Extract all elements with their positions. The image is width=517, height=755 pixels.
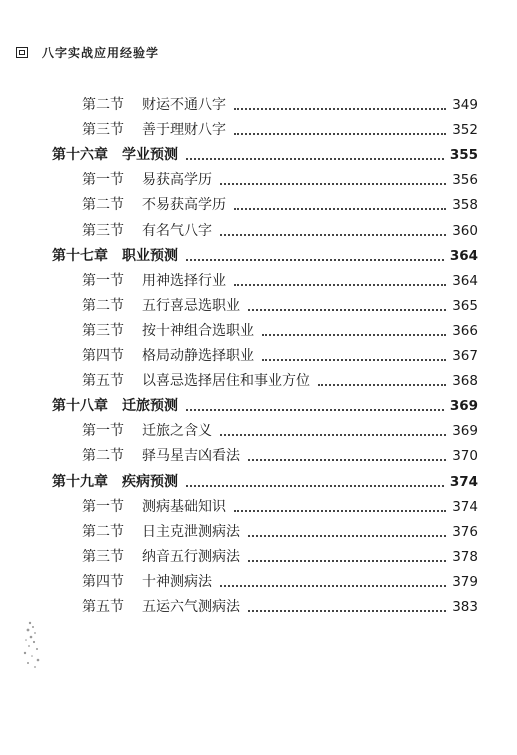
toc-chapter-row (52, 471, 478, 493)
dot-leader (318, 384, 446, 386)
section-title: 易获高学历 (142, 172, 212, 189)
page-number: 374 (452, 498, 478, 515)
page-number: 349 (452, 97, 478, 113)
dot-leader (186, 158, 444, 160)
toc-section-row (82, 220, 478, 242)
section-title: 驿马星吉凶看法 (142, 448, 240, 465)
page-number: 378 (452, 548, 478, 565)
toc-chapter-row (52, 144, 478, 166)
toc-chapter-row (52, 245, 478, 267)
page-number: 369 (449, 398, 478, 415)
section-number: 第四节 (82, 573, 124, 590)
chapter-number: 第十七章 (52, 247, 108, 264)
section-number: 第四节 (82, 348, 124, 364)
dot-leader (234, 133, 446, 135)
scan-smudge-mark (18, 615, 46, 675)
book-title: 八字实战应用经验学 (42, 46, 160, 60)
dot-leader (248, 560, 446, 562)
section-title: 纳音五行测病法 (142, 548, 240, 565)
toc-section-row (82, 596, 478, 618)
toc-section-row (82, 295, 478, 317)
toc-section-row (82, 270, 478, 292)
page-number: 376 (452, 523, 478, 540)
page-number: 352 (452, 122, 478, 139)
dot-leader (234, 510, 446, 512)
dot-leader (248, 309, 446, 311)
section-title: 十神测病法 (142, 573, 212, 590)
dot-leader (186, 409, 444, 411)
section-number: 第五节 (82, 373, 124, 390)
toc-section-row (82, 194, 478, 216)
chapter-number: 第十六章 (52, 147, 108, 164)
section-number: 第二节 (82, 448, 124, 465)
toc-section-row (82, 546, 478, 568)
toc-section-row (82, 445, 478, 467)
chapter-title: 职业预测 (122, 247, 178, 264)
section-number: 第五节 (82, 599, 124, 615)
page-number: 364 (452, 272, 478, 289)
section-title: 五运六气测病法 (142, 599, 240, 615)
page-number: 355 (449, 147, 478, 164)
dot-leader (248, 459, 446, 461)
section-number: 第二节 (82, 197, 124, 214)
page-number: 379 (452, 573, 478, 590)
section-number: 第一节 (82, 423, 124, 440)
page-number: 369 (452, 423, 478, 440)
page-number: 366 (452, 322, 478, 339)
toc-section-row (82, 169, 478, 191)
page-number: 370 (452, 448, 478, 465)
toc-section-row (82, 320, 478, 342)
section-number: 第三节 (82, 322, 124, 339)
section-title: 以喜忌选择居住和事业方位 (142, 373, 310, 390)
section-number: 第三节 (82, 122, 124, 139)
page-number: 367 (452, 348, 478, 364)
section-title: 测病基础知识 (142, 498, 226, 515)
toc-section-row (82, 521, 478, 543)
chapter-title: 疾病预测 (122, 473, 178, 490)
toc-section-row (82, 119, 478, 141)
section-title: 用神选择行业 (142, 272, 226, 289)
section-number: 第二节 (82, 97, 124, 113)
section-number: 第一节 (82, 172, 124, 189)
page-number: 365 (452, 297, 478, 314)
page-number: 374 (449, 473, 478, 490)
section-number: 第一节 (82, 272, 124, 289)
section-number: 第三节 (82, 222, 124, 239)
chapter-title: 迁旅预测 (122, 398, 178, 415)
section-number: 第三节 (82, 548, 124, 565)
page-number: 364 (449, 247, 478, 264)
section-title: 迁旅之含义 (142, 423, 212, 440)
toc-section-row (82, 496, 478, 518)
dot-leader (248, 610, 446, 612)
page-number: 383 (452, 599, 478, 615)
dot-leader (220, 183, 446, 185)
dot-leader (220, 434, 446, 436)
square-marker-icon (16, 47, 28, 58)
section-title: 有名气八字 (142, 222, 212, 239)
dot-leader (186, 259, 444, 261)
section-number: 第二节 (82, 523, 124, 540)
section-title: 财运不通八字 (142, 97, 226, 113)
dot-leader (234, 208, 446, 210)
dot-leader (220, 234, 446, 236)
section-number: 第二节 (82, 297, 124, 314)
dot-leader (248, 535, 446, 537)
chapter-number: 第十八章 (52, 398, 108, 415)
toc-chapter-row (52, 395, 478, 417)
dot-leader (262, 334, 446, 336)
page-number: 356 (452, 172, 478, 189)
page-number: 360 (452, 222, 478, 239)
toc-section-row (82, 345, 478, 367)
section-title: 不易获高学历 (142, 197, 226, 214)
toc-section-row (82, 571, 478, 593)
section-title: 格局动静选择职业 (142, 348, 254, 364)
dot-leader (220, 585, 446, 587)
dot-leader (262, 359, 446, 361)
page-number: 358 (452, 197, 478, 214)
section-number: 第一节 (82, 498, 124, 515)
section-title: 日主克泄测病法 (142, 523, 240, 540)
dot-leader (186, 485, 444, 487)
dot-leader (234, 108, 446, 110)
page-header (16, 44, 159, 61)
page-number: 368 (452, 373, 478, 390)
toc-section-row (82, 94, 478, 116)
toc-section-row (82, 370, 478, 392)
chapter-number: 第十九章 (52, 473, 108, 490)
section-title: 五行喜忌选职业 (142, 297, 240, 314)
section-title: 按十神组合选职业 (142, 322, 254, 339)
toc-section-row (82, 420, 478, 442)
chapter-title: 学业预测 (122, 147, 178, 164)
dot-leader (234, 284, 446, 286)
section-title: 善于理财八字 (142, 122, 226, 139)
